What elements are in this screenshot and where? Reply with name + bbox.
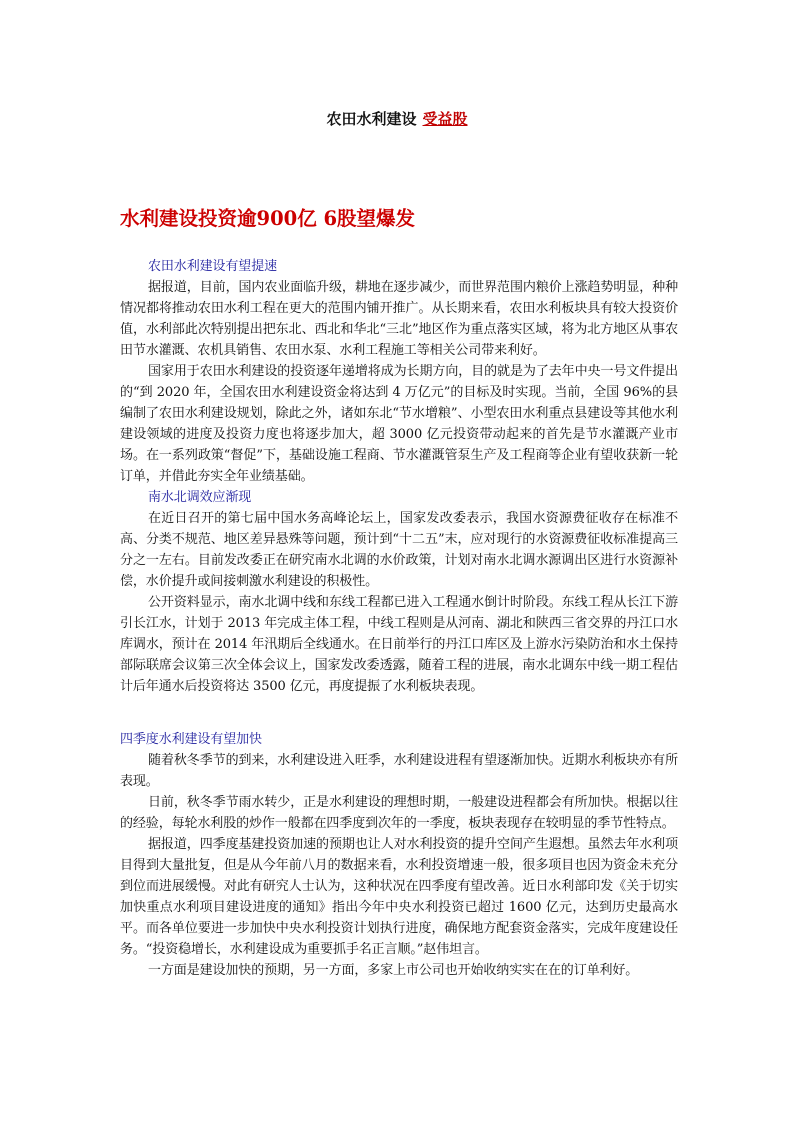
spacer — [120, 697, 678, 729]
paragraph: 随着秋冬季节的到来，水利建设进入旺季，水利建设进程有望逐渐加快。近期水利板块亦有所表现。 — [120, 753, 678, 789]
section-heading-south-north: 南水北调效应渐现 — [148, 490, 252, 505]
paragraph: 据报道，目前，国内农业面临升级，耕地在逐步减少，而世界范围内粮价上涨趋势明显，种种情况都将推动农田水利工程在更大的范围内铺开推广。从长期来看，农田水利板块具有较大投资价值，水利部此次特别提出把东北、西北和华北“三北”地区作为重点落实区域，将为北方地区从事农田节水灌溉、农机具销售、农田水泵、水利工程施工等相关公司带来利好。 — [120, 280, 678, 358]
article-body — [120, 256, 678, 981]
article-headline: 水利建设投资逾900亿 6股望爆发 — [120, 207, 416, 230]
paragraph: 日前，秋冬季节雨水转少，正是水利建设的理想时期，一般建设进程都会有所加快。根据以往的经验，每轮水利股的炒作一般都在四季度到次年的一季度，板块表现存在较明显的季节性特点。 — [120, 795, 678, 831]
section-heading-q4: 四季度水利建设有望加快 — [120, 732, 262, 747]
section-heading-farmland: 农田水利建设有望提速 — [148, 259, 278, 274]
paragraph: 一方面是建设加快的预期，另一方面，多家上市公司也开始收纳实实在在的订单利好。 — [148, 963, 639, 978]
paragraph: 公开资料显示，南水北调中线和东线工程都已进入工程通水倒计时阶段。东线工程从长江下游引长江水，计划于 2013 年完成主体工程，中线工程则是从河南、湖北和陕西三省交界的丹江口水库调水，预计在 2014 年汛期后全线通水。在日前举行的丹江口库区及上游水污染防治和水土保持部际联席会议第三次全体会议上，国家发改委透露，随着工程的进展，南水北调东中线一期工程估计后年通水后投资将达 3500 亿元，再度提振了水利板块表现。 — [120, 595, 678, 694]
paragraph: 国家用于农田水利建设的投资逐年递增将成为长期方向，目的就是为了去年中央一号文件提出的“到 2020 年，全国农田水利建设资金将达到 4 万亿元”的目标及时实现。当前，全国 96%的县编制了农田水利建设规划，除此之外，诸如东北“节水增粮”、小型农田水利重点县建设等其他水利建设领域的进度及投资力度也将逐步加大，超 3000 亿元投资带动起来的首先是节水灌溉产业市场。在一系列政策“督促”下，基础设施工程商、节水灌溉管泵生产及工程商等企业有望收获新一轮订单，并借此夯实全年业绩基础。 — [120, 364, 678, 484]
paragraph: 在近日召开的第七届中国水务高峰论坛上，国家发改委表示，我国水资源费征收存在标准不高、分类不规范、地区差异悬殊等问题，预计到“十二五”末，应对现行的水资源费征收标准提高三分之一左右。目前发改委正在研究南水北调的水价政策，计划对南水北调水源调出区进行水资源补偿，水价提升或间接刺激水利建设的积极性。 — [120, 511, 678, 589]
title-main: 农田水利建设 — [326, 110, 417, 128]
document-title — [0, 108, 794, 129]
paragraph: 据报道，四季度基建投资加速的预期也让人对水利投资的提升空间产生遐想。虽然去年水利项目得到大量批复，但是从今年前八月的数据来看，水利投资增速一般，很多项目也因为资金未充分到位而进展缓慢。对此有研究人士认为，这种状况在四季度有望改善。近日水利部印发《关于切实加快重点水利项目建设进度的通知》指出今年中央水利投资已超过 1600 亿元，达到历史最高水平。而各单位要进一步加快中央水利投资计划执行进度，确保地方配套资金落实，完成年度建设任务。“投资稳增长，水利建设成为重要抓手名正言顺。”赵伟坦言。 — [120, 837, 678, 957]
title-link[interactable]: 受益股 — [422, 110, 468, 128]
